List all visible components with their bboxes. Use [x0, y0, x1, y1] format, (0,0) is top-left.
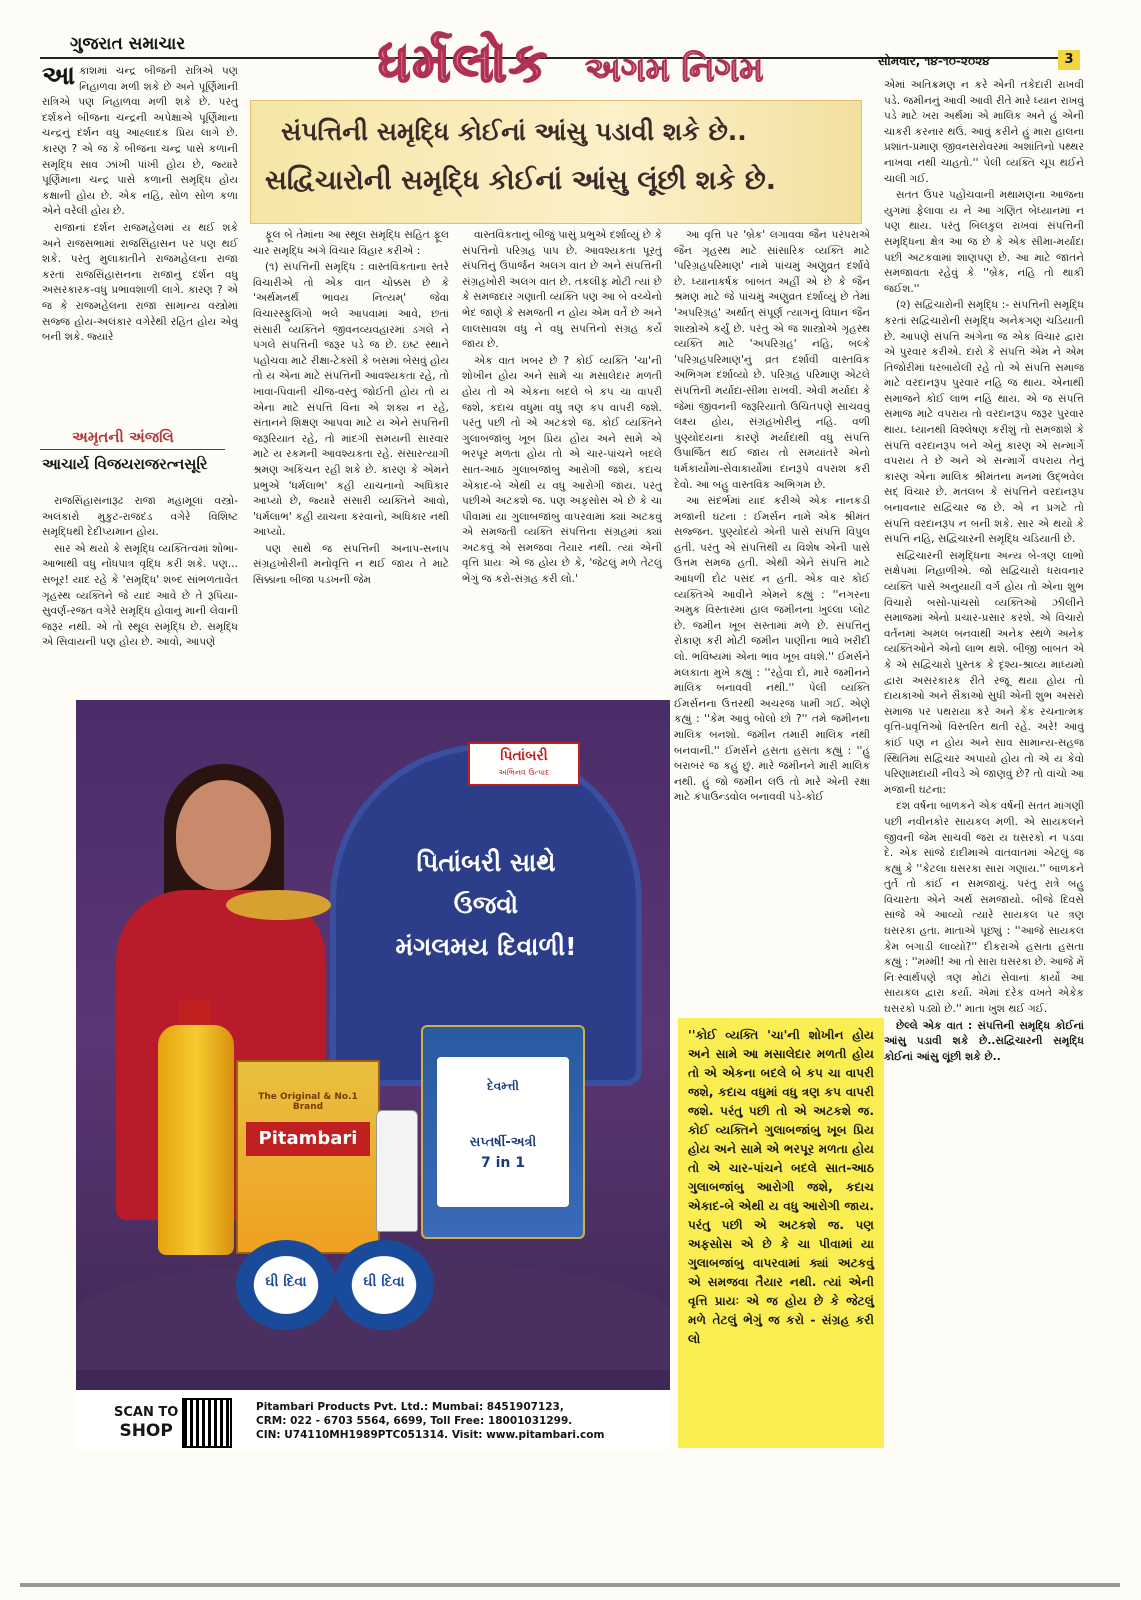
col3-paragraph-2: એક વાત ખબર છે ? કોઈ વ્યક્તિ 'ચા'ની શોખીન હોય અને સામે ચા મસાલેદાર મળતી હોય તો એ એકના બદલે બે કપ ચા વાપરી જશે, કદાચ વધુમાં વધુ ત્રણ કપ વાપરી જશે. પરંતુ પછી તો એ અટકશે જ. કોઈ વ્યક્તિને ગુલાબજાંબુ ખૂબ પ્રિય હોય અને સામે એ ભરપૂર મળતા હોય તો એ ચાર-પાંચને બદલે સાત-આઠ ગુલાબજાંબુ આરોગી જશે, કદાચ એકાદ-બે એથી ય વધુ આરોગી જાય. પરંતુ પછીએ અટકશે જ. પણ અફસોસ એ છે કે ચા પીવામાં યા ગુલાબજાંબુ વાપરવામાં ક્યાં અટકવું એ સમજતી વ્યક્તિ સંપત્તિના સંગ્રહમાં ક્યાં અટકવું એ સમજવા તૈયાર નથી. ત્યાં એની વૃત્તિ પ્રાયઃ એ જ હોય છે કે, 'જેટલું મળે તેટલું ભેગું જ કરો-સંગ્રહ કરી લો.'	[462, 354, 662, 586]
column-title: અમૃતની અંજલિ	[72, 428, 174, 446]
headline-box	[250, 100, 862, 224]
column-3	[462, 228, 662, 696]
shop-label: SHOP	[119, 1421, 173, 1441]
page-number: 3	[1058, 50, 1080, 70]
column-4	[674, 228, 870, 1014]
ad-headline-3: મંગલમય દિવાળી!	[395, 932, 577, 961]
col1-paragraph-4: સાર એ થયો કે સમૃદ્ધિ વ્યક્તિત્વમાં શોભા-આભાથી વધુ નોંધપાત્ર વૃદ્ધિ કરી શકે. પણ... સબૂર! યાદ રહે કે 'સમૃદ્ધિ' શબ્દ સાંભળતાવેંત ગૃહસ્થ વ્યક્તિને જે યાદ આવે છે તે રૂપિયા-સુવર્ણ-રજત વગેરે સમૃદ્ધિ હોવાનું માની લેવાની જરૂર નથી. એ તો સ્થૂલ સમૃદ્ધિ છે. સમૃદ્ધિ એ સિવાયની પણ હોય છે. આવો, આપણે	[42, 542, 238, 649]
headline-line-2: સદ્વિચારોની સમૃદ્ધિ કોઈનાં આંસુ લૂંછી શકે છે.	[265, 165, 777, 196]
title-rule	[40, 449, 225, 450]
col2-paragraph-2: (૧) સંપત્તિની સમૃદ્ધિ : વાસ્તવિકતાના સ્તરે વિચારીએ તો એક વાત ચોક્કસ છે કે 'અર્થમનર્થં ભાવય નિત્યમ્' જેવા વિચારસ્ફુલિંગો ભલે આપવામાં આવે, છતાં સંસારી વ્યક્તિને જીવનવ્યવહારમાં ડગલે ને પગલે સંપત્તિની જરૂર પડે જ છે. ઇષ્ટ સ્થાને પહોંચવા માટે રીક્ષા-ટેક્સી કે બસમાં બેસવું હોય તો ય એના માટે સંપત્તિની આવશ્યકતા રહે, તો ખાવા-પિવાની ચીજ-વસ્તુ જોઈતી હોય તો ય એના માટે સંપત્તિ વિના એ શક્ય ન રહે, સંતાનને શિક્ષણ આપવા માટે ય એને સંપત્તિની જરૂરિયાત રહે, તો માંદગી સમયની સારવાર માટે ય રકમની આવશ્યકતા રહે. સંસારત્યાગી શ્રમણ અકિંચન રહી શકે છે. કારણ કે એમને પ્રભુએ 'ધર્મલાભ' કહી યાચનાનો અધિકાર આપ્યો છે, જ્યારે સંસારી વ્યક્તિને આવો, 'ધર્મલાભ' કહી યાચના કરવાનો, અધિકાર નથી આપ્યો.	[253, 261, 449, 539]
col5-paragraph-3: (૨) સદ્વિચારોની સમૃદ્ધિ :- સંપત્તિની સમૃદ્ધિ કરતાં સદ્વિચારોની સમૃદ્ધિ અનેકગણ ચડિયાતી છે. આપણે સંપત્તિ અંગેના જ એક વિચાર દ્વારા એ પુરવાર કરીએ. દારો કે સંપત્તિ એમ ને એમ તિજોરીમાં ધરબાયેલી રહે તો એ સંપત્તિ સમાજ માટે વરદાનરૂપ પુરવાર નહિ જ થાય. એનાથી સમાજને કોઈ લાભ નહિ થાય. એ જ સંપત્તિ સમાજ માટે વપરાય તો વરદાનરૂપ જરૂર પુરવાર થાય. ધ્યાનથી વિશ્લેષણ કરીશું તો સમજાશે કે સંપત્તિ વરદાનરૂપ બને એનું કારણ એ સન્માર્ગે વપરાય તે છે અને એ સન્માર્ગે વપરાય તેનું કારણ એના માલિક શ્રીમંતના મનમાં ઉદ્ભવેલ સદ્ વિચાર છે. મતલબ કે સંપત્તિને વરદાનરૂપ બનાવનાર સદ્વિચાર જ છે. એ ન પ્રગટે તો સંપત્તિ વરદાનરૂપ ન બની શકે. સાર એ થયો કે સંપત્તિ નહિ, સદ્વિચારની સમૃદ્ધિ ચડિયાતી છે.	[884, 299, 1084, 546]
oil-bottle	[158, 1025, 234, 1255]
author-name: આચાર્ય વિજયરાજરત્નસૂરિ	[42, 455, 208, 473]
column-2	[253, 228, 449, 696]
column-1-bottom	[42, 494, 238, 694]
col4-paragraph-1: આ વૃત્તિ પર 'બ્રેક' લગાવવા જૈન પરંપરાએ જૈન ગૃહસ્થ માટે સાંસારિક વ્યક્તિ માટે 'પરિગ્રહપરિમાણ' નામે પાંચમું અણુવ્રત દર્શાવે છે. ધ્યાનાકર્ષક બાબત અહીં એ છે કે જૈન શ્રમણ માટે જે પાંચમું અણુવ્રત દર્શાવ્યું છે તેમાં 'અપરિગ્રહ' અર્થાત્ સંપૂર્ણ ત્યાગનું વિધાન જૈન શાસ્ત્રોએ કર્યું છે. પરંતુ એ જ શાસ્ત્રોએ ગૃહસ્થ વ્યક્તિ માટે 'અપરિગ્રહ' નહિ, બલ્કે 'પરિગ્રહપરિમાણ'નું વ્રત દર્શાવી વાસ્તવિક અભિગમ દર્શાવ્યો છે. પરિગ્રહ પરિમાણ એટલે સંપત્તિની મર્યાદા-સીમા રાખવી. એવી મર્યાદા કે જેમાં જીવનની જરૂરિયાતો ઉચિતપણે સાચવવું લક્ષ્ય હોય, સંગ્રહખોરીનું નહિ. વળી પુણ્યોદયનાં કારણે મર્યાદાથી વધુ સંપત્તિ ઉપાર્જિત થઈ જાય તો સમયાંતરે એનો ધર્મકાર્યોમાં-સેવાકાર્યોમાં દાનરૂપે વપરાશ કરી દેવો. આ બહુ વાસ્તવિક અભિગમ છે.	[674, 229, 870, 491]
col5-paragraph-1: એમાં અતિક્રમણ ન કરે એની તકેદારી રાખવી પડે. જમીનનું આવી આવી રીતે મારે ધ્યાન રાખવું પડે માટે ખરા અર્થમાં એ માલિક અને હું એની ચાકરી કરનાર થઉં. આવું કરીને હું મારા હાલના પ્રશાંત-પ્રમાણ જીવનસરોવરમાં અશાંતિનો પથ્થર નાખવા નથી ચાહતો.'' પેલી વ્યક્તિ ચૂપ થઈને ચાલી ગઈ.	[884, 79, 1084, 185]
ad-headline-2: ઉજવો	[453, 890, 519, 919]
col3-paragraph-1: વાસ્તવિકતાનું બીજું પાસું પ્રભુએ દર્શાવ્યું છે કે સંપત્તિનો પરિગ્રહ પાપ છે. આવશ્યકતા પૂરતું સંપત્તિનું ઉપાર્જન અલગ વાત છે અને સંપત્તિની સંગ્રહખોરી અલગ વાત છે. તકલીફ મોટી ત્યાં છે કે સમજદાર ગણાતી વ્યક્તિ પણ આ બે વચ્ચેનો ભેદ જાણે કે સમજતી ન હોય એમ વર્તે છે અને લાલસાવશ વધુ ને વધુ સંપત્તિનો સંગ્રહ કર્યે જાય છે.	[462, 229, 662, 351]
subsection-title: અગમ નિગમ	[585, 50, 764, 90]
small-bottle	[376, 1110, 418, 1232]
col5-paragraph-4: સદ્વિચારની સમૃદ્ધિના અન્ય બે-ત્રણ લાભો સંક્ષેપમાં નિહાળીએ. જો સદ્વિચારો ધરાવનાર વ્યક્તિ પાસે અનુયાયી વર્ગ હોય તો એના શુભ વિચારો બસો-પાંચસો વ્યક્તિઓ ઝીલીને સમાજમાં એનો પ્રચાર-પ્રસાર કરશે. એ વિચારો વર્તનમાં અમલ બનવાથી અનેક સ્થળે અનેક વ્યક્તિઓને એનો લાભ થશે. બીજી બાબત એ કે એ સદ્વિચારો પુસ્તક કે દૃશ્ય-શ્રાવ્ય માધ્યમો દ્વારા અસરકારક રીતે રજૂ થયા હોય તો દાયકાઓ અને સૈકાઓ સુધી એની શુભ અસરો સમાજ પર પથરાયા કરે અને કેંક રચનાત્મક વૃત્તિ-પ્રવૃત્તિઓ વિસ્તરિત થતી રહે. અરે! આવું કાંઈ પણ ન હોય અને સાવ સામાન્ય-સહજ સ્થિતિમાં સદ્વિચાર અપાયો હોય તો એ ય કેવો પરિણામદાયી નીવડે એ જાણવું છે? તો વાંચો આ મજાની ઘટના:	[884, 549, 1084, 796]
box-tagline: The Original & No.1 Brand	[258, 1092, 358, 1112]
ad-headline-1: પિતાંબરી સાથે	[416, 848, 556, 877]
ad-footer	[76, 1390, 670, 1450]
ad-cin[interactable]: CIN: U74110MH1989PTC051314. Visit: www.pitambari.com	[256, 1429, 605, 1441]
drop-cap: આ	[42, 64, 76, 91]
col1-paragraph-2: રાજાનાં દર્શન રાજમહેલમાં ય થઈ શકે અને રાજસભામાં રાજસિંહાસન પર પણ થઈ શકે. પરંતુ મુલાકાતીને રાજમહેલના રાજા કરતાં રાજસિંહાસનના રાજાનું દર્શન વધુ અસરકારક-વધુ પ્રભાવશાળી લાગે. કારણ ? એ જ કે રાજમહેલના રાજા સામાન્ય વસ્ત્રોમાં સજ્જ હોય-અલંકાર વગેરેથી રહિત હોય એવું બની શકે. જ્યારે	[42, 221, 238, 344]
col1-paragraph-3: રાજસિંહાસનારૂઢ રાજા મહામૂલાં વસ્ત્રો-અલંકારો મુકુટ-રાજદંડ વગેરે વિશિષ્ટ સમૃદ્ધિથી દેદીપ્યમાન હોય.	[42, 495, 238, 539]
column-1-top	[42, 64, 238, 420]
pouch-size: 7 in 1	[481, 1155, 525, 1171]
ad-contact-info	[256, 1400, 604, 1442]
page-bottom-edge	[20, 1583, 1120, 1587]
scan-label: SCAN TO	[114, 1405, 179, 1420]
tin-label-1: ઘી દિવા	[265, 1274, 307, 1290]
tin-label-2: ઘી દિવા	[363, 1274, 405, 1290]
section-brand	[360, 28, 770, 106]
pooja-thali	[226, 890, 331, 920]
ghee-diya-tin-1	[236, 1240, 336, 1330]
brand-logo-tag: અભિનવ ઉત્પાદ	[498, 768, 550, 777]
pouch-name: સપ્તર્ષી-અત્રી	[469, 1135, 537, 1150]
qr-code-icon[interactable]	[182, 1398, 232, 1448]
pitambari-box	[236, 1060, 380, 1254]
brand-logo-text: પિતાંબરી	[500, 748, 548, 764]
col5-paragraph-2: સતત ઉપર પહોંચવાની મથામણના આજના યુગમાં ફેલાવા ય ને આ ગણિત બેધ્યાનમાં ન પણ થાય. પરંતુ બિલકુલ રાખવાં સંપત્તિની સમૃદ્ધિના ક્ષેત્ર આ જ છે કે એક સીમા-મર્યાદા પછી અટકવામાં શાણપણ છે. આ માટે જાતને સમજાવતા રહેવું કે ''બ્રેક, નહિ તો થાકી જઈશ.''	[884, 189, 1084, 295]
advertisement[interactable]	[76, 700, 670, 1450]
col5-paragraph-6: છેલ્લે એક વાત : સંપત્તિની સમૃદ્ધિ કોઈનાં આંસુ પડાવી શકે છે..સદ્વિચારની સમૃદ્ધિ કોઈનાં આંસુ લૂંછી શકે છે..	[884, 1019, 1084, 1063]
brand-logo	[468, 742, 580, 786]
col2-paragraph-1: ફૂલ બે તેમાંના આ સ્થૂલ સમૃદ્ધિ સહિત ફૂલ ચાર સમૃદ્ધિ અંગે વિચાર વિહાર કરીએ :	[253, 229, 449, 257]
ad-company: Pitambari Products Pvt. Ltd.: Mumbai: 8451907123,	[256, 1401, 564, 1413]
ad-crm: CRM: 022 - 6703 5564, 6699, Toll Free: 18001031299.	[256, 1415, 573, 1427]
date-line: સોમવાર, ૧૪-૧૦-૨૦૨૪	[878, 54, 990, 68]
newspaper-name: ગુજરાત સમાચાર	[70, 34, 186, 54]
headline-line-1: સંપત્તિની સમૃદ્ધિ કોઈનાં આંસુ પડાવી શકે છે..	[281, 117, 747, 146]
scan-to-shop[interactable]	[114, 1404, 178, 1440]
pouch-pack	[421, 1025, 585, 1239]
col2-paragraph-3: પણ સાથે જ સંપત્તિની અનાપ-સનાપ સંગ્રહખોરીની મનોવૃત્તિ ન થઈ જાય તે માટે સિક્કાના બીજા પડખની જેમ	[253, 542, 449, 587]
col1-paragraph-1: કાશમાં ચન્દ્ર બીજની રાત્રિએ પણ નિહાળવા મળી શકે છે અને પૂર્ણિમાની રાત્રિએ પણ નિહાળવા મળી શકે છે. પરંતુ દર્શકને બીજના ચન્દ્રની અપેક્ષાએ પૂર્ણિમાના ચન્દ્રનું દર્શન વધુ આહ્લાદક પ્રિય લાગે છે. કારણ ? એ જ કે બીજના ચન્દ્ર પાસે કળાની સમૃદ્ધિ સાવ ઝાંખી પાંખી હોય છે, જ્યારે પૂર્ણિમાના ચન્દ્ર પાસે કળાની સમૃદ્ધિ હોય કક્ષાની હોય છે. એક નહિ, સોળ સોળ કળા એને વરેલી હોય છે.	[42, 65, 238, 218]
col5-paragraph-5: દશ વર્ષના બાળકને એક વર્ષની સતત માંગણી પછી નવીનકોર સાયકલ મળી. એ સાયકલને જીવની જેમ સાચવી જરા ય ઘસરકો ન પડવા દે. એક સાંજે દાદીમાએ વાતવાતમાં એટલું જ કહ્યું કે ''કેટલા ઘસરકા સારા ગણાય.'' બાળકને તુર્ત તો કાંઈ ન સમજાયું. પરંતુ રાત્રે બહુ વિચારતા એને અર્થ સમજાયો. બીજે દિવસે સાંજે એ આવ્યો ત્યારે સાયકલ પર ત્રણ ઘસરકા હતા. માતાએ પૂછ્યું : ''આજે સાયકલ કેમ બગાડી લાવ્યો?'' દીકરાએ હસતા હસતા કહ્યું : ''મમ્મી! આ તો સારા ઘસરકા છે. આજે મેં નિઃસ્વાર્થપણે ત્રણ મોટાં સેવાનાં કાર્યો આ સાયકલ દ્વારા કર્યા. એમાં દરેક વખતે એકેક ઘસરકો પડ્યો છે.'' માતા ખુશ થઈ ગઈ.	[884, 800, 1084, 1016]
pouch-brand: દેવમ્ત્તી	[487, 1079, 519, 1093]
col4-paragraph-2: આ સંદર્ભમાં યાદ કરીએ એક નાનકડી મજાની ઘટના : ઈમર્સન નામે એક શ્રીમંત સજ્જન. પુણ્યોદયે એની પાસે સંપત્તિ વિપુલ હતી. પરંતુ એ સંપત્તિથી ય વિશેષ એની પાસે ઉત્તમ સમજ હતી. એથી એને સંપત્તિ માટે આંધળી દોટ પસંદ ન હતી. એક વાર કોઈ વ્યક્તિએ આવીને એમને કહ્યું : ''નગરના અમુક વિસ્તારમાં હાલ જમીનના ખુલ્લા પ્લોટ છે. જમીન ખૂબ સસ્તામાં મળે છે. સંપત્તિનું રોકાણ કરી મોટી જમીન પાણીના ભાવે ખરીદી લો. ભવિષ્યમાં એના ભાવ ખૂબ વધશે.'' ઈમર્સને મલકાતા મુખે કહ્યું : ''રહેવા દો, મારે જમીનને માલિક બનાવવી નથી.'' પેલી વ્યક્તિ ઈમર્સનના ઉત્તરથી અચરજ પામી ગઈ. એણે કહ્યું : ''કેમ આવું બોલો છો ?'' તમે જમીનના માલિક બનશો. જમીન તમારી માલિક નથી બનવાની.'' ઈમર્સને હસતા હસતા કહ્યું : ''હું બરાબર જ કહું છું. મારે જમીનને મારી માલિક નથી. હું જો જમીન લઉં તો મારે એની રક્ષા માટે કંપાઉન્ડવોલ બનાવવી પડે-કોઈ	[674, 495, 870, 804]
pull-quote: ''કોઈ વ્યક્તિ 'ચા'ની શોખીન હોય અને સામે આ મસાલેદાર મળતી હોય તો એ એકના બદલે બે કપ ચા વાપરી જશે, કદાચ વધુમાં વધુ ત્રણ કપ વાપરી જશે. પરંતુ પછી તો એ અટકશે જ. કોઈ વ્યક્તિને ગુલાબજાંબુ ખૂબ પ્રિય હોય અને સામે એ ભરપૂર મળતા હોય તો એ ચાર-પાંચને બદલે સાત-આઠ ગુલાબજાંબુ આરોગી જશે, કદાચ એકાદ-બે એથી ય વધુ આરોગી જાય. પરંતુ પછી એ અટકશે જ. પણ અફસોસ એ છે કે ચા પીવામાં યા ગુલાબજાંબુ વાપરવામાં ક્યાં અટકવું એ સમજવા તૈયાર નથી. ત્યાં એની વૃત્તિ પ્રાયઃ એ જ હોય છે કે જેટલું મળે તેટલું ભેગું જ કરો - સંગ્રહ કરી લો	[678, 1018, 884, 1448]
ghee-diya-tin-2	[334, 1240, 434, 1330]
column-5	[884, 78, 1084, 1468]
section-title: ધર્મલોક	[378, 30, 549, 94]
box-brand: Pitambari	[246, 1122, 370, 1156]
pouch-label	[437, 1057, 569, 1207]
model-face	[176, 780, 271, 890]
